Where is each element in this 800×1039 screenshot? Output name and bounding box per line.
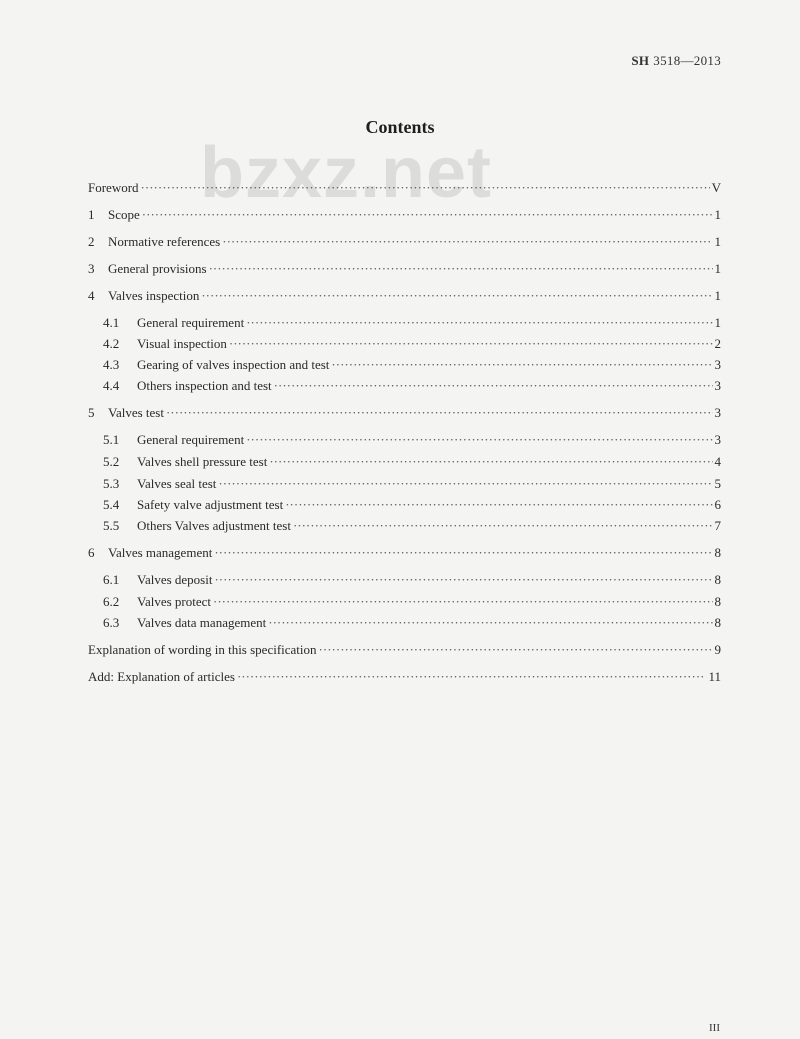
standard-code-number: 3518—2013 — [653, 53, 721, 68]
toc-entry-title: Valves data management — [137, 615, 267, 630]
toc-entry-5-1[interactable] — [103, 432, 721, 448]
toc-leader-dots — [285, 497, 712, 513]
toc-entry-6[interactable] — [88, 545, 721, 561]
toc-entry-number: 5.5 — [103, 518, 120, 533]
toc-leader-dots — [246, 315, 712, 331]
toc-entry-title: Visual inspection — [137, 336, 227, 351]
toc-entry-number: 5.3 — [103, 476, 120, 491]
toc-entry-number: 2 — [88, 234, 95, 249]
toc-entry-number: 5.1 — [103, 432, 120, 447]
toc-leader-dots — [237, 669, 707, 685]
toc-entry-5-5[interactable] — [103, 518, 721, 534]
toc-entry-title: Valves test — [108, 405, 164, 420]
toc-leader-dots — [269, 454, 712, 470]
toc-entry-page: 8 — [714, 594, 721, 609]
toc-entry-title: Normative references — [108, 234, 221, 249]
toc-entry-number: 1 — [88, 207, 95, 222]
toc-entry-page: 3 — [714, 378, 721, 393]
toc-entry-page: 1 — [714, 207, 721, 222]
toc-leader-dots — [166, 405, 713, 421]
toc-leader-dots — [209, 261, 713, 277]
toc-entry-page: 1 — [714, 315, 721, 330]
toc-entry-4-2[interactable] — [103, 336, 721, 352]
toc-leader-dots — [229, 336, 713, 352]
toc-entry-6-3[interactable] — [103, 615, 721, 631]
toc-entry-title: General provisions — [108, 261, 207, 276]
toc-entry-number: 6.2 — [103, 594, 120, 609]
toc-entry-title: Valves inspection — [108, 288, 200, 303]
toc-entry-number: 5 — [88, 405, 95, 420]
toc-leader-dots — [218, 476, 712, 492]
toc-entry-4-4[interactable] — [103, 378, 721, 394]
toc-entry-page: 3 — [714, 357, 721, 372]
toc-entry-5-3[interactable] — [103, 476, 721, 492]
toc-entry-title: General requirement — [137, 315, 245, 330]
toc-leader-dots — [246, 432, 712, 448]
toc-entry-explanation-of-articles[interactable] — [88, 669, 721, 685]
toc-entry-explanation-of-wording[interactable] — [88, 642, 721, 658]
toc-entry-page: 1 — [714, 261, 721, 276]
toc-entry-page: 3 — [714, 432, 721, 447]
toc-entry-page: 1 — [714, 234, 721, 249]
toc-leader-dots — [214, 545, 712, 561]
toc-entry-6-2[interactable] — [103, 594, 721, 610]
toc-entry-title: General requirement — [137, 432, 245, 447]
toc-leader-dots — [201, 288, 712, 304]
toc-entry-title: Valves protect — [137, 594, 212, 609]
toc-entry-6-1[interactable] — [103, 572, 721, 588]
toc-entry-4[interactable] — [88, 288, 721, 304]
toc-entry-number: 5.4 — [103, 497, 120, 512]
toc-entry-4-3[interactable] — [103, 357, 721, 373]
toc-entry-title: Gearing of valves inspection and test — [137, 357, 330, 372]
toc-entry-foreword[interactable] — [88, 180, 721, 196]
page-number: III — [709, 1022, 720, 1034]
toc-entry-1[interactable] — [88, 207, 721, 223]
toc-entry-page: 11 — [708, 669, 721, 684]
toc-entry-number: 4.3 — [103, 357, 120, 372]
toc-entry-title: Valves deposit — [137, 572, 213, 587]
toc-leader-dots — [331, 357, 712, 373]
toc-entry-number: 4.1 — [103, 315, 120, 330]
toc-entry-title: Others inspection and test — [137, 378, 272, 393]
toc-entry-3[interactable] — [88, 261, 721, 277]
watermark: bzxz.net — [200, 133, 493, 213]
toc-entry-page: 5 — [714, 476, 721, 491]
toc-entry-title: Valves shell pressure test — [137, 454, 268, 469]
toc-entry-5-4[interactable] — [103, 497, 721, 513]
toc-leader-dots — [222, 234, 712, 250]
toc-entry-page: 8 — [714, 615, 721, 630]
toc-entry-number: 6.1 — [103, 572, 120, 587]
standard-code-prefix: SH — [631, 53, 650, 68]
toc-entry-page: 7 — [714, 518, 721, 533]
toc-entry-2[interactable] — [88, 234, 721, 250]
toc-leader-dots — [319, 642, 713, 658]
toc-entry-page: 8 — [714, 572, 721, 587]
toc-entry-4-1[interactable] — [103, 315, 721, 331]
toc-entry-title: Valves seal test — [137, 476, 217, 491]
toc-leader-dots — [213, 594, 712, 610]
toc-entry-title: Explanation of wording in this specification — [88, 642, 317, 657]
toc-entry-number: 3 — [88, 261, 95, 276]
toc-entry-number: 6 — [88, 545, 95, 560]
toc-leader-dots — [268, 615, 712, 631]
toc-entry-number: 4.2 — [103, 336, 120, 351]
toc-entry-number: 4 — [88, 288, 95, 303]
toc-entry-title: Add: Explanation of articles — [88, 669, 235, 684]
toc-entry-title: Safety valve adjustment test — [137, 497, 284, 512]
toc-entry-title: Foreword — [88, 180, 139, 195]
toc-entry-page: 8 — [714, 545, 721, 560]
toc-entry-title: Valves management — [108, 545, 213, 560]
standard-code — [631, 53, 721, 69]
toc-entry-title: Others Valves adjustment test — [137, 518, 291, 533]
toc-leader-dots — [293, 518, 713, 534]
toc-entry-number: 5.2 — [103, 454, 120, 469]
toc-entry-page: 1 — [714, 288, 721, 303]
toc-entry-number: 4.4 — [103, 378, 120, 393]
toc-entry-title: Scope — [108, 207, 140, 222]
toc-entry-5-2[interactable] — [103, 454, 721, 470]
toc-entry-page: 9 — [714, 642, 721, 657]
toc-leader-dots — [142, 207, 713, 223]
page-title: Contents — [365, 117, 435, 137]
toc-entry-page: V — [711, 180, 721, 195]
toc-entry-number: 6.3 — [103, 615, 120, 630]
toc-leader-dots — [274, 378, 713, 394]
toc-leader-dots — [214, 572, 712, 588]
toc-entry-page: 4 — [714, 454, 721, 469]
toc-entry-page: 6 — [714, 497, 721, 512]
toc-entry-page: 3 — [714, 405, 721, 420]
toc-entry-page: 2 — [714, 336, 721, 351]
toc-leader-dots — [141, 180, 710, 196]
toc-entry-5[interactable] — [88, 405, 721, 421]
